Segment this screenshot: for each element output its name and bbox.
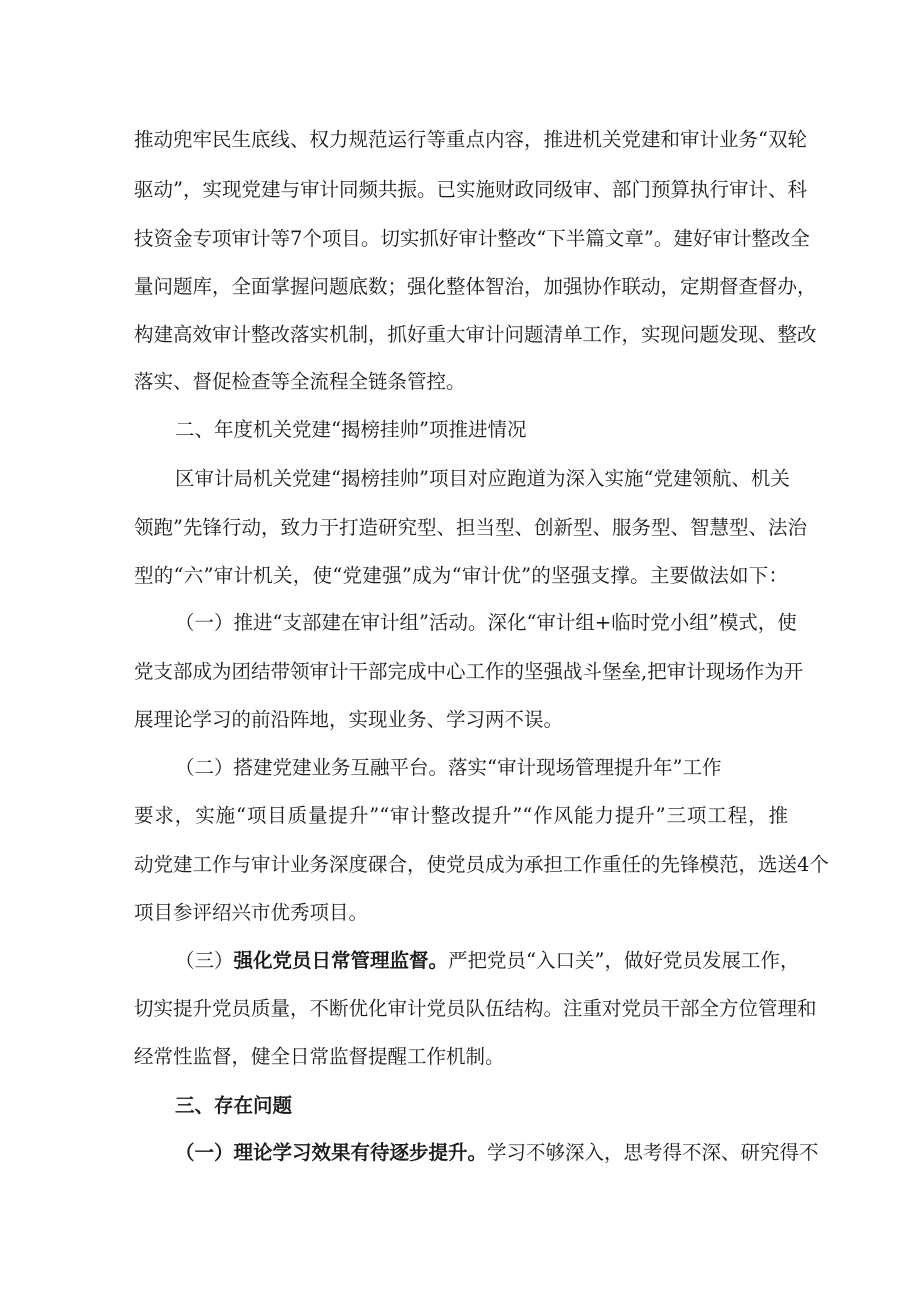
item-title: 强化党员日常管理监督。 [233, 949, 449, 972]
paragraph-line: 构建高效审计整改落实机制，抓好重大审计问题清单工作，实现问题发现、整改 [134, 323, 817, 346]
paragraph-line: 党支部成为团结带领审计干部完成中心工作的坚强战斗堡垒,把审计现场作为开 [134, 660, 804, 683]
item-title: （一）理论学习效果有待逐步提升。 [175, 1141, 488, 1164]
paragraph-line: （二）搭建党建业务互融平台。落实“审计现场管理提升年”工作 [175, 756, 722, 779]
paragraph-line: 型的“六”审计机关，使“党建强”成为“审计优”的坚强支撑。主要做法如下： [134, 564, 788, 587]
paragraph-line-mixed [175, 949, 800, 972]
paragraph-line: 技资金专项审计等7个项目。切实抓好审计整改“下半篇文章”。建好审计整改全 [134, 227, 810, 250]
paragraph-line: 切实提升党员质量，不断优化审计党员队伍结构。注重对党员干部全方位管理和 [134, 997, 817, 1020]
paragraph-line-mixed [175, 1141, 819, 1164]
item-text: 学习不够深入，思考得不深、研究得不 [487, 1141, 819, 1164]
paragraph-line: 推动兜牢民生底线、权力规范运行等重点内容，推进机关党建和审计业务“双轮 [134, 128, 807, 151]
paragraph-line: 经常性监督，健全日常监督提醒工作机制。 [134, 1045, 505, 1068]
section-heading-2: 二、年度机关党建“揭榜挂帅”项推进情况 [175, 418, 527, 441]
paragraph-line: 领跑”先锋行动，致力于打造研究型、担当型、创新型、服务型、智慧型、法治 [134, 516, 807, 539]
paragraph-line: 动党建工作与审计业务深度䂺合，使党员成为承担工作重任的先锋模范，选送4个 [134, 853, 829, 876]
paragraph-line: 要求，实施“项目质量提升”“审计整改提升”“作风能力提升”三项工程，推 [134, 804, 788, 827]
item-number: （三） [175, 949, 234, 972]
paragraph-line: 量问题库，全面掌握问题底数；强化整体智治，加强协作联动，定期督查督办， [134, 275, 817, 298]
paragraph-line: （一）推进“支部建在审计组”活动。深化“审计组+临时党小组”模式，使 [175, 611, 797, 634]
item-text: 严把党员“入口关”，做好党员发展工作， [448, 949, 800, 972]
paragraph-line: 区审计局机关党建“揭榜挂帅”项目对应跑道为深入实施“党建领航、机关 [175, 467, 790, 490]
section-heading-3: 三、存在问题 [175, 1094, 293, 1117]
paragraph-line: 展理论学习的前沿阵地，实现业务、学习两不误。 [134, 708, 564, 731]
paragraph-line: 落实、督促检查等全流程全链条管控。 [134, 370, 466, 393]
paragraph-line: 驱动”，实现党建与审计同频共振。已实施财政同级审、部门预算执行审计、科 [134, 178, 807, 201]
paragraph-line: 项目参评绍兴市优秀项目。 [134, 901, 369, 924]
